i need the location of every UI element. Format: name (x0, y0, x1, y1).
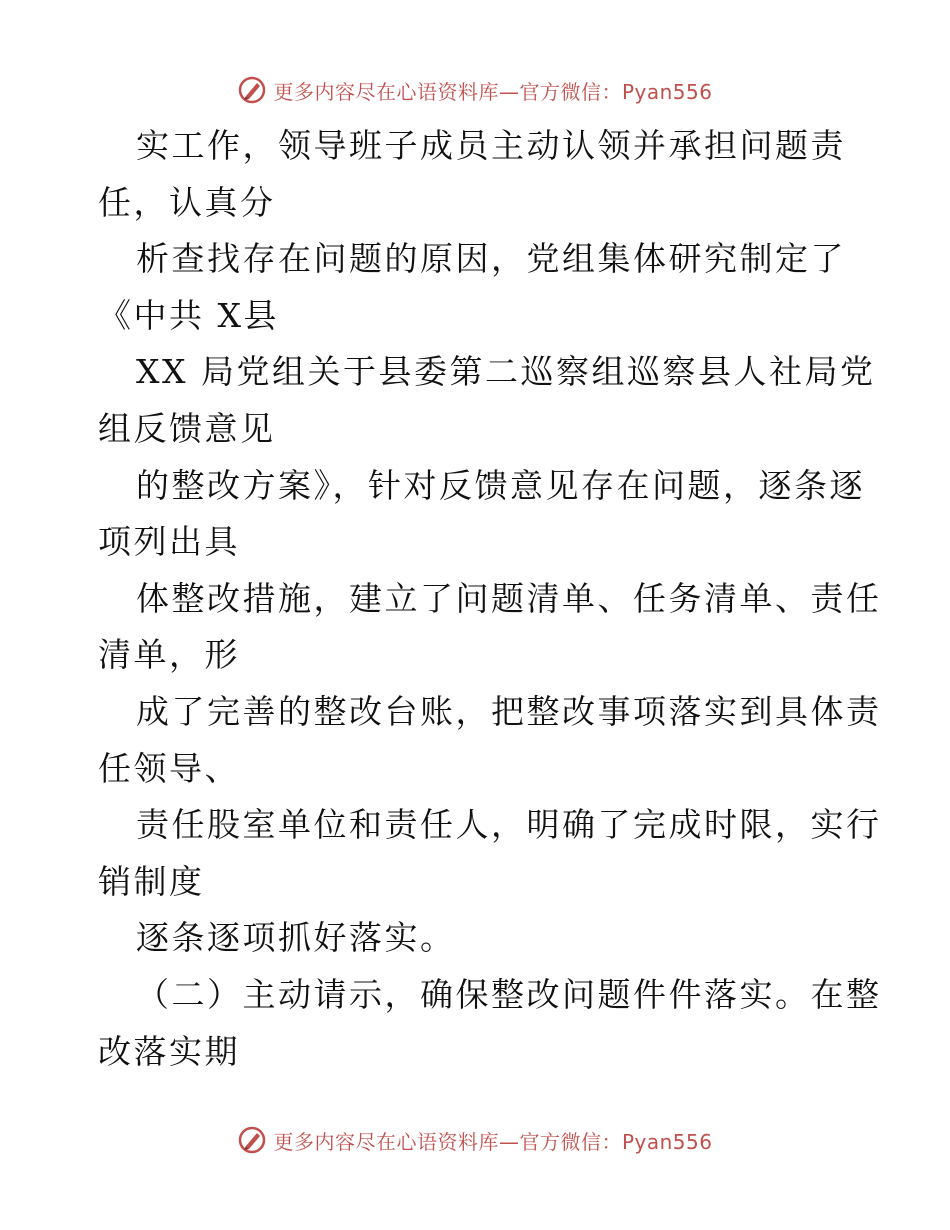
watermark-text: 更多内容尽在心语资料库—官方微信：Pyan556 (273, 79, 713, 104)
header-watermark (0, 70, 950, 110)
pen-logo-icon (237, 75, 267, 105)
body-text-line: 《中共 X县 (98, 295, 279, 335)
body-text-line: 析查找存在问题的原因，党组集体研究制定了 (136, 239, 846, 279)
body-text-line: 的整改方案》，针对反馈意见存在问题，逐条逐 (136, 465, 865, 505)
body-text-line: 项列出具 (98, 522, 240, 562)
body-text-line: 清单，形 (98, 635, 240, 675)
body-text-line: XX 局党组关于县委第二巡察组巡察县人社局党 (136, 352, 876, 392)
body-text-line: 任，认真分 (98, 182, 276, 222)
watermark-text: 更多内容尽在心语资料库—官方微信：Pyan556 (273, 1129, 713, 1154)
body-text-line: （二）主动请示，确保整改问题件件落实。在整 (136, 974, 882, 1014)
body-text-line: 任领导、 (98, 748, 240, 788)
body-text-line: 销制度 (98, 861, 205, 901)
footer-watermark (0, 1120, 950, 1160)
body-text-line: 责任股室单位和责任人，明确了完成时限，实行 (136, 805, 882, 845)
body-text-line: 成了完善的整改台账，把整改事项落实到具体责 (136, 691, 882, 731)
pen-logo-icon (237, 1125, 267, 1155)
body-text-line: 实工作，领导班子成员主动认领并承担问题责 (136, 126, 846, 165)
body-text-line: 改落实期 (98, 1031, 240, 1071)
body-text-line: 组反馈意见 (98, 408, 276, 448)
body-text-line: 体整改措施，建立了问题清单、任务清单、责任 (136, 578, 882, 618)
body-text-line: 逐条逐项抓好落实。 (136, 918, 456, 958)
document-body (98, 118, 882, 1080)
